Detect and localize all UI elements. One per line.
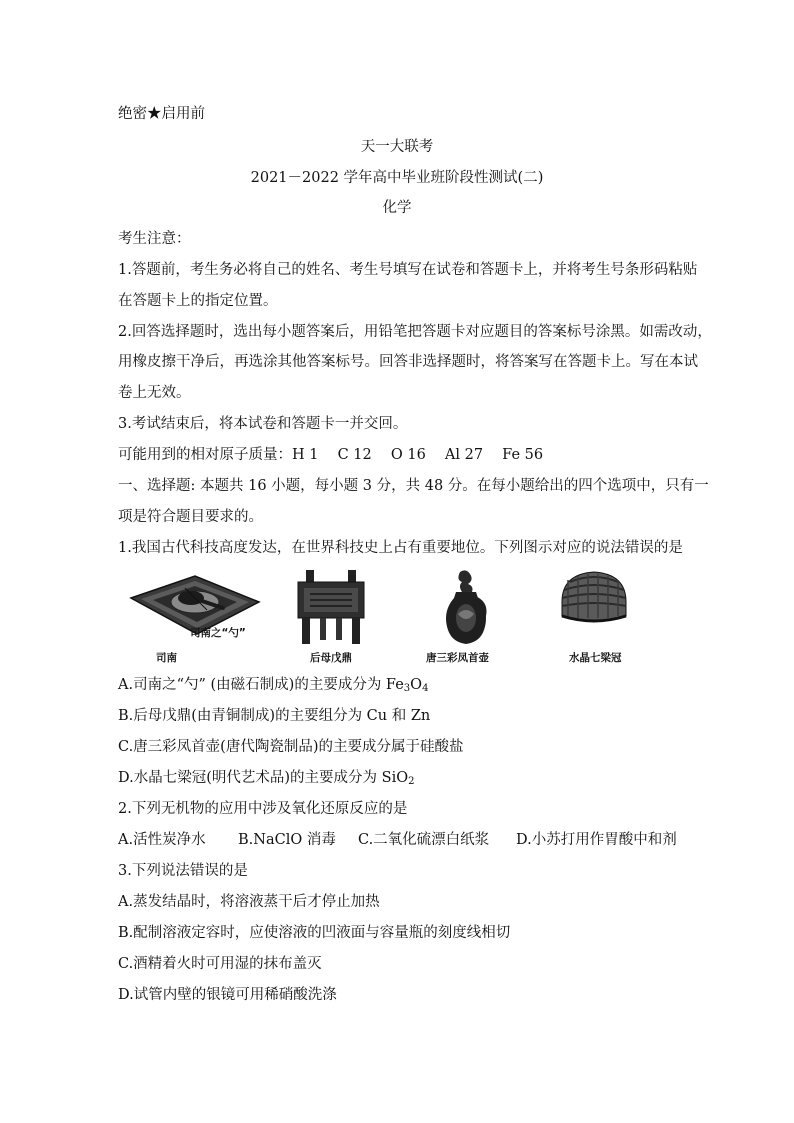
notice-heading: 考生注意： (118, 231, 191, 247)
subject-title: 化学 (382, 200, 412, 216)
notice-item-3: 3.考试结束后，将本试卷和答题卡一并交回。 (118, 416, 408, 432)
notice-item-2a: 2.回答选择题时，选出每小题答案后，用铅笔把答题卡对应题目的答案标号涂黑。如需改动， (118, 324, 712, 340)
q3-option-a: A.蒸发结晶时，将溶液蒸干后才停止加热 (118, 894, 380, 910)
sinan-caption: 司南 (156, 652, 177, 664)
notice-item-1b: 在答题卡上的指定位置。 (118, 293, 278, 309)
q3-option-c: C.酒精着火时可用湿的抹布盖灭 (118, 956, 322, 972)
notice-item-1a: 1.答题前，考生务必将自己的姓名、考生号填写在试卷和答题卡上，并将考生号条形码粘贴 (118, 262, 698, 278)
org-title: 天一大联考 (360, 139, 434, 155)
section1-intro-a: 一、选择题: 本题共 16 小题，每小题 3 分，共 48 分。在每小题给出的四个选项中，只有一 (118, 478, 709, 494)
q3-stem: 3.下列说法错误的是 (118, 863, 248, 879)
secret-label: 绝密★启用前 (118, 106, 205, 122)
q1-option-a-sub1: 3 (403, 683, 411, 694)
q3-option-b: B.配制溶液定容时，应使溶液的凹液面与容量瓶的刻度线相切 (118, 925, 511, 941)
q1-option-d-text: D.水晶七梁冠(明代艺术品)的主要成分为 SiO (118, 770, 409, 786)
section1-intro-b: 项是符合题目要求的。 (118, 509, 263, 525)
q1-stem: 1.我国古代科技高度发达，在世界科技史上占有重要地位。下列图示对应的说法错误的是 (118, 540, 683, 556)
notice-item-2b: 用橡皮擦干净后，再选涂其他答案标号。回答非选择题时，将答案写在答题卡上。写在本试 (118, 354, 698, 370)
ding-image (292, 568, 370, 648)
q1-option-d-sub: 2 (408, 776, 415, 787)
q1-option-a-tail: O (410, 677, 423, 693)
q3-option-d: D.试管内壁的银镜可用稀硝酸洗涤 (118, 987, 337, 1003)
atomic-mass-line: 可能用到的相对原子质量：H 1 C 12 O 16 Al 27 Fe 56 (118, 447, 544, 463)
phoenix-pot-image (440, 568, 490, 648)
q2-options (118, 830, 678, 850)
q1-option-d (118, 768, 414, 788)
q1-option-b: B.后母戊鼎(由青铜制成)的主要组分为 Cu 和 Zn (118, 708, 431, 724)
q2-stem: 2.下列无机物的应用中涉及氧化还原反应的是 (118, 801, 408, 817)
q2-option-a: A.活性炭净水 (118, 832, 206, 848)
q1-option-a-text: A.司南之“勺” (由磁石制成)的主要成分为 Fe (118, 677, 404, 693)
sinan-inner-label: 司南之“勺” (190, 627, 246, 639)
q1-option-a-sub2: 4 (422, 683, 429, 694)
crown-caption: 水晶七梁冠 (569, 652, 622, 664)
q2-option-b: B.NaClO 消毒 (238, 832, 336, 848)
q2-option-d: D.小苏打用作胃酸中和剂 (516, 832, 677, 848)
ding-caption: 后母戊鼎 (310, 652, 352, 664)
crystal-crown-image (556, 568, 632, 630)
notice-item-2c: 卷上无效。 (118, 385, 191, 401)
pot-caption: 唐三彩凤首壶 (426, 652, 489, 664)
q2-option-c: C.二氧化硫漂白纸浆 (358, 832, 490, 848)
exam-title: 2021－2022 学年高中毕业班阶段性测试(二) (250, 170, 544, 186)
q1-option-a (118, 675, 428, 695)
q1-option-c: C.唐三彩凤首壶(唐代陶瓷制品)的主要成分属于硅酸盐 (118, 739, 464, 755)
